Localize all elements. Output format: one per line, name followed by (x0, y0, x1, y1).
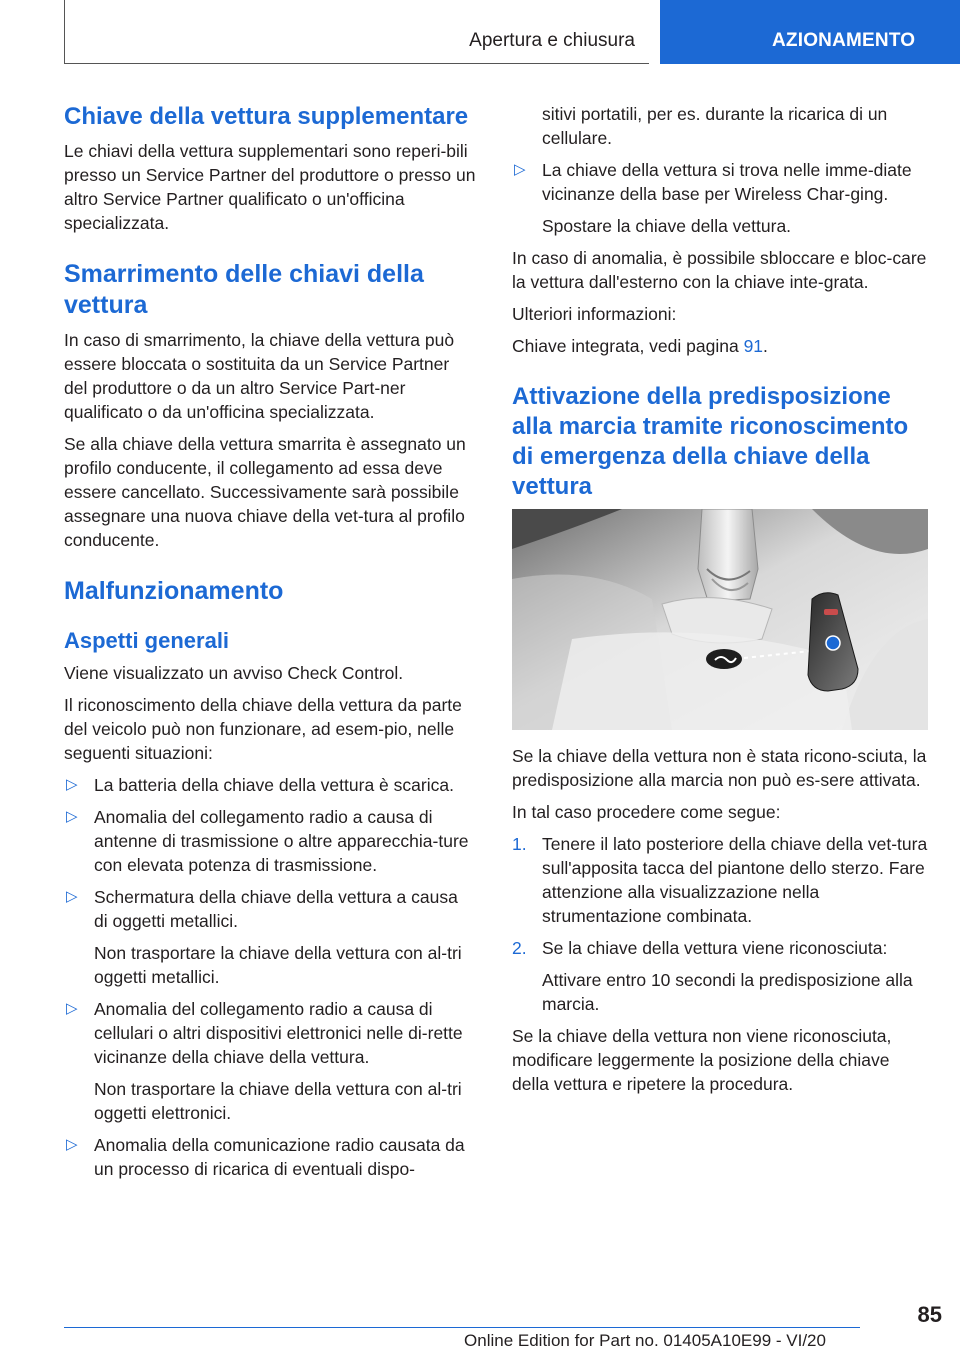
page-number: 85 (917, 1302, 942, 1327)
footer-edition (0, 1331, 960, 1351)
paragraph-procedure: In tal caso procedere come segue: (512, 802, 781, 822)
integrated-key-text: Chiave integrata, vedi pagina (512, 336, 739, 356)
paragraph-check-control: Viene visualizzato un avviso Check Control. (64, 663, 404, 683)
integrated-key-period: . (763, 336, 768, 356)
heading-supplementary-key: Chiave della vettura supplementare (64, 103, 469, 130)
paragraph-integrated-key (512, 334, 928, 358)
paragraph-anomaly: In caso di anomalia, è possibile sbloccare e bloc-care la vettura dall'esterno con la chiave inte-grata. (512, 248, 927, 292)
edition-text: Online Edition for Part no. 01405A10E99 - VI/20 (464, 1331, 826, 1350)
list-item-text: Anomalia del collegamento radio a causa di antenne di trasmissione o altre apparecchia-ture con elevata potenza di trasmissione. (94, 807, 469, 875)
procedure-steps (512, 832, 928, 1016)
step-note: Attivare entro 10 secondi la predisposizione alla marcia. (542, 970, 913, 1014)
list-item (64, 805, 476, 877)
list-item-note: Non trasportare la chiave della vettura con al-tri oggetti elettronici. (94, 1079, 462, 1123)
list-item (64, 997, 476, 1125)
chapter-title: AZIONAMENTO (772, 30, 916, 51)
list-item-text: La batteria della chiave della vettura è scarica. (94, 775, 454, 795)
step-number: 1. (512, 834, 527, 854)
paragraph-recognition: Il riconoscimento della chiave della vettura da parte del veicolo può non funzionare, ad esem-pio, nelle seguenti situazioni: (64, 695, 462, 763)
list-item-note: Non trasportare la chiave della vettura con al-tri oggetti metallici. (94, 943, 462, 987)
heading-general-aspects: Aspetti generali (64, 628, 230, 653)
section-title[interactable]: Apertura e chiusura (469, 30, 635, 51)
triangle-bullet-icon: ▷ (66, 1000, 78, 1017)
list-item-note: Spostare la chiave della vettura. (542, 216, 792, 236)
malfunction-list (64, 773, 476, 1181)
header-chapter-tab[interactable] (660, 0, 960, 64)
list-item (64, 1133, 476, 1181)
step-item (512, 936, 928, 1016)
list-item (512, 158, 928, 238)
heading-emergency-recognition: Attivazione della predisposizione alla marcia tramite riconoscimento di emergenza della chiave della vettura (512, 383, 909, 500)
list-item-text: Schermatura della chiave della vettura a causa di oggetti metallici. (94, 887, 458, 931)
list-item-text: La chiave della vettura si trova nelle imme-diate vicinanze della base per Wireless Char-ging. (542, 160, 912, 204)
list-item-text: Anomalia del collegamento radio a causa di cellulari o altri dispositivi elettronici nelle di-rette vicinanze della chiave della vettura. (94, 999, 463, 1067)
header-section (64, 0, 649, 64)
triangle-bullet-icon: ▷ (514, 161, 526, 178)
left-column (64, 102, 476, 1189)
step-text: Se la chiave della vettura viene riconosciuta: (542, 938, 888, 958)
list-item (64, 773, 476, 797)
paragraph-lost-keys-2: Se alla chiave della vettura smarrita è assegnato un profilo conducente, il collegamento ad essa deve essere cancellato. Successivamente sarà possibile assegnare una nuova chiave della vet-tura al profilo conducente. (64, 434, 466, 550)
footer-rule (64, 1327, 860, 1328)
paragraph-final: Se la chiave della vettura non viene riconosciuta, modificare leggermente la posizione della chiave della vettura e ripetere la procedura. (512, 1026, 892, 1094)
triangle-bullet-icon: ▷ (66, 1136, 78, 1153)
step-number: 2. (512, 938, 527, 958)
list-item-continuation: sitivi portatili, per es. durante la ricarica di un cellulare. (542, 104, 888, 148)
paragraph-supplementary-key: Le chiavi della vettura supplementari sono reperi-bili presso un Service Partner del produttore o presso un altro Service Partner qualificato o un'officina specializzata. (64, 141, 476, 233)
triangle-bullet-icon: ▷ (66, 776, 78, 793)
step-item (512, 832, 928, 928)
heading-malfunction: Malfunzionamento (64, 577, 284, 605)
list-item-text: Anomalia della comunicazione radio causata da un processo di ricarica di eventuali dispo- (94, 1135, 465, 1179)
step-text: Tenere il lato posteriore della chiave della vet-tura sull'apposita tacca del piantone dello sterzo. Fare attenzione alla visualizzazione nella strumentazione combinata. (542, 834, 928, 926)
malfunction-list-continued (512, 158, 928, 238)
triangle-bullet-icon: ▷ (66, 888, 78, 905)
heading-lost-keys: Smarrimento delle chiavi della vettura (64, 260, 424, 319)
triangle-bullet-icon: ▷ (66, 808, 78, 825)
paragraph-more-info: Ulteriori informazioni: (512, 304, 677, 324)
paragraph-not-recognized: Se la chiave della vettura non è stata ricono-sciuta, la predisposizione alla marcia non può es-sere attivata. (512, 746, 927, 790)
list-item (64, 885, 476, 989)
page-reference-link[interactable]: 91 (743, 336, 764, 356)
steering-column-key-image (512, 509, 928, 730)
paragraph-lost-keys-1: In caso di smarrimento, la chiave della vettura può essere bloccata o sostituita da un Service Partner del produttore o da un altro Service Part-ner qualificato o da un'officina specializzata. (64, 330, 455, 422)
right-column (512, 102, 928, 1104)
